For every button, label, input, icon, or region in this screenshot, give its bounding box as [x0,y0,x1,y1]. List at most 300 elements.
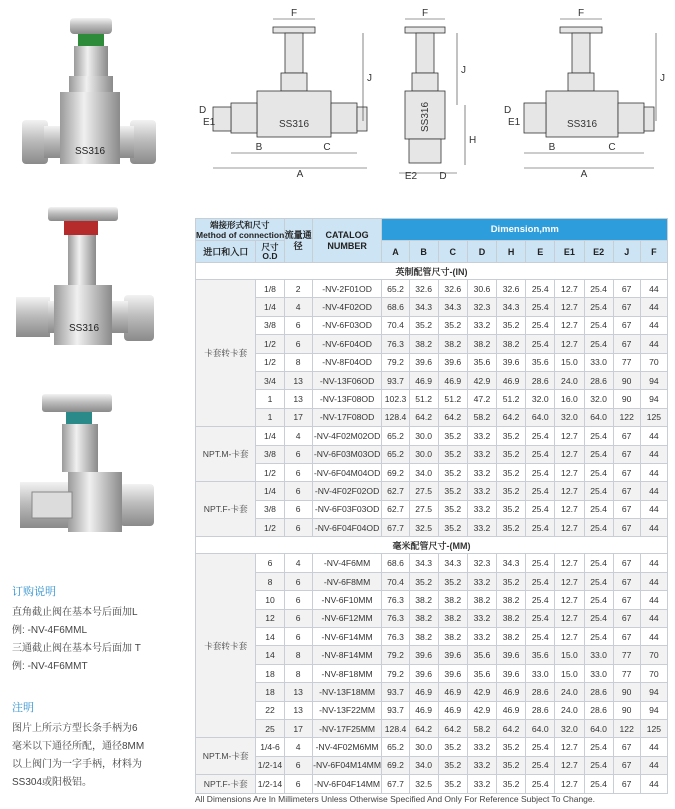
table-cell: -NV-6F03OD [312,316,382,334]
table-cell: 44 [640,482,667,500]
table-cell: 25.4 [584,756,613,774]
table-cell: 39.6 [409,646,438,664]
table-cell: 38.2 [409,609,438,627]
table-cell: 44 [640,609,667,627]
table-cell: 25.4 [526,482,555,500]
table-cell: 39.6 [497,353,526,371]
table-cell: 39.6 [409,664,438,682]
table-cell: -NV-6F04F04OD [312,519,382,537]
table-cell: -NV-13F08OD [312,390,382,408]
table-cell: 33.2 [467,628,496,646]
table-cell: 28.6 [526,371,555,389]
table-cell: -NV-2F01OD [312,280,382,298]
table-cell: 12.7 [555,298,584,316]
table-row [196,719,668,737]
table-cell: 90 [613,701,640,719]
table-cell: 35.2 [497,500,526,518]
table-cell: 25.4 [526,591,555,609]
table-cell: 69.2 [382,756,409,774]
table-cell: 8 [284,646,312,664]
table-cell: 25.4 [526,738,555,756]
table-row [196,572,668,590]
conn-header: 端接形式和尺寸 Method of connection [196,219,285,240]
table-cell: 122 [613,408,640,426]
table-cell: 38.2 [409,335,438,353]
table-cell: 35.2 [438,445,467,463]
table-cell: 70.4 [382,572,409,590]
table-cell: 25.4 [526,572,555,590]
table-cell: 70 [640,646,667,664]
table-cell: 34.3 [409,554,438,572]
table-cell: 25.4 [526,445,555,463]
table-cell: 12.7 [555,628,584,646]
remark-line: SS304或阳极铝。 [12,777,93,788]
table-cell: 35.2 [497,427,526,445]
table-cell: 67 [613,298,640,316]
remark-title: 注明 [12,702,34,714]
table-cell: 6 [284,335,312,353]
svg-text:A: A [296,169,304,180]
connection-type-cell: 卡套转卡套 [196,280,256,427]
table-cell: 30.0 [409,445,438,463]
table-cell: 34.3 [497,554,526,572]
table-cell: 25.4 [584,554,613,572]
table-cell: 32.5 [409,519,438,537]
table-cell: 67 [613,445,640,463]
table-cell: 34.3 [497,298,526,316]
table-cell: 32.0 [526,390,555,408]
table-cell: 46.9 [409,701,438,719]
table-cell: 44 [640,519,667,537]
table-cell: 6 [284,775,312,793]
table-cell: 1/2 [256,519,284,537]
table-cell: 4 [284,554,312,572]
table-cell: 25.4 [584,335,613,353]
svg-text:F: F [577,8,585,19]
connection-type-cell: 卡套转卡套 [196,554,256,738]
table-cell: 39.6 [438,664,467,682]
svg-text:J: J [461,65,466,76]
remark-line: 以上阀门为一字手柄，材料为 [12,759,142,770]
table-cell: 12.7 [555,445,584,463]
table-cell: 16.0 [555,390,584,408]
table-cell: 38.2 [438,628,467,646]
table-cell: 69.2 [382,463,409,481]
table-cell: 77 [613,646,640,664]
table-cell: 76.3 [382,628,409,646]
table-cell: 44 [640,554,667,572]
table-cell: 68.6 [382,298,409,316]
table-cell: 67.7 [382,775,409,793]
table-cell: 90 [613,371,640,389]
table-cell: -NV-4F02M6MM [312,738,382,756]
table-cell: 44 [640,445,667,463]
table-cell: 25.4 [584,316,613,334]
table-cell: 33.0 [526,664,555,682]
table-row [196,683,668,701]
footer-disclaimer: All Dimensions Are In Millimeters Unless Otherwise Specified And Only For Reference Subject To Change. [195,794,595,804]
table-cell: 25.4 [584,280,613,298]
table-cell: 6 [284,591,312,609]
table-cell: 15.0 [555,353,584,371]
table-cell: -NV-13F18MM [312,683,382,701]
table-cell: 12.7 [555,427,584,445]
table-row [196,371,668,389]
table-cell: 4 [284,298,312,316]
table-cell: 67 [613,572,640,590]
table-cell: 51.2 [438,390,467,408]
table-cell: 33.2 [467,519,496,537]
table-cell: 28.6 [584,371,613,389]
svg-text:E2: E2 [404,171,418,182]
table-cell: 34.3 [438,298,467,316]
table-cell: 2 [284,280,312,298]
table-cell: 12.7 [555,554,584,572]
dimension-header: Dimension,mm [382,219,668,241]
order-note-line: 例: -NV-4F6MMT [12,661,88,672]
table-row [196,280,668,298]
table-cell: 17 [284,408,312,426]
table-cell: 12 [256,609,284,627]
table-cell: 30.0 [409,427,438,445]
table-cell: 93.7 [382,683,409,701]
table-cell: 13 [284,371,312,389]
table-cell: 79.2 [382,646,409,664]
section-title: 毫米配管尺寸-(MM) [196,537,668,554]
table-cell: 33.0 [584,353,613,371]
svg-text:E1: E1 [508,117,521,128]
table-cell: 42.9 [467,701,496,719]
table-row [196,738,668,756]
table-cell: 65.2 [382,427,409,445]
table-cell: 64.0 [584,719,613,737]
table-cell: 17 [284,719,312,737]
table-cell: 14 [256,628,284,646]
table-row [196,316,668,334]
table-cell: 12.7 [555,316,584,334]
dimension-table [195,218,668,794]
table-cell: 35.2 [438,519,467,537]
table-row [196,463,668,481]
table-cell: 12.7 [555,463,584,481]
table-cell: 67 [613,628,640,646]
table-cell: 64.2 [409,408,438,426]
table-cell: -NV-6F10MM [312,591,382,609]
inlet-header: 进口和入口 [196,241,256,263]
table-row [196,500,668,518]
table-cell: 42.9 [467,683,496,701]
table-cell: 30.6 [467,280,496,298]
table-cell: 38.2 [409,628,438,646]
table-cell: 32.6 [438,280,467,298]
table-cell: 67 [613,609,640,627]
table-cell: -NV-8F14MM [312,646,382,664]
table-cell: 33.0 [584,646,613,664]
size-header: 尺寸 O.D [256,241,284,263]
table-cell: -NV-6F03M03OD [312,445,382,463]
svg-text:J: J [367,73,372,84]
section-title: 英制配管尺寸-(IN) [196,263,668,280]
table-cell: 67 [613,519,640,537]
table-cell: 25.4 [526,628,555,646]
table-cell: 32.3 [467,298,496,316]
table-cell: 44 [640,298,667,316]
table-cell: 33.0 [584,664,613,682]
table-cell: 15.0 [555,646,584,664]
table-cell: -NV-6F14MM [312,628,382,646]
table-row [196,408,668,426]
table-cell: 12.7 [555,500,584,518]
table-cell: 67 [613,554,640,572]
table-cell: -NV-4F02F02OD [312,482,382,500]
table-cell: 35.6 [467,353,496,371]
col-A: A [382,241,409,263]
table-cell: 64.0 [526,408,555,426]
drawing-straight [195,5,370,180]
table-cell: 13 [284,701,312,719]
table-cell: 6 [284,445,312,463]
table-cell: 67 [613,280,640,298]
table-cell: 12.7 [555,519,584,537]
table-cell: 32.6 [409,280,438,298]
table-cell: 33.2 [467,500,496,518]
svg-text:D: D [439,171,447,182]
table-cell: 44 [640,316,667,334]
table-cell: 35.2 [438,482,467,500]
svg-text:SS316: SS316 [566,119,598,130]
table-cell: 15.0 [555,664,584,682]
table-cell: 128.4 [382,408,409,426]
table-row [196,756,668,774]
table-row [196,427,668,445]
table-row [196,775,668,793]
table-cell: 35.2 [497,445,526,463]
table-cell: 67 [613,775,640,793]
table-cell: 3/8 [256,316,284,334]
table-cell: 28.6 [526,701,555,719]
table-cell: 39.6 [409,353,438,371]
table-cell: 128.4 [382,719,409,737]
table-cell: 44 [640,775,667,793]
table-cell: -NV-8F04OD [312,353,382,371]
table-row [196,445,668,463]
table-cell: 70 [640,353,667,371]
table-cell: -NV-6F04F14MM [312,775,382,793]
table-cell: 6 [284,500,312,518]
table-cell: 90 [613,683,640,701]
table-cell: 25 [256,719,284,737]
table-cell: -NV-17F25MM [312,719,382,737]
col-E1: E1 [555,241,584,263]
table-cell: 8 [284,664,312,682]
table-cell: 1/2-14 [256,775,284,793]
table-cell: 94 [640,390,667,408]
table-cell: 67 [613,482,640,500]
col-E2: E2 [584,241,613,263]
table-cell: 18 [256,664,284,682]
svg-text:A: A [580,169,588,180]
table-cell: 25.4 [584,738,613,756]
valve-photo-npt-female [12,392,162,542]
table-cell: 67 [613,463,640,481]
table-cell: 25.4 [526,280,555,298]
table-cell: 6 [256,554,284,572]
table-cell: 35.2 [438,738,467,756]
table-cell: 35.2 [497,572,526,590]
table-cell: 94 [640,701,667,719]
table-cell: 4 [284,427,312,445]
catalog-header: CATALOG NUMBER [312,219,382,263]
table-cell: 76.3 [382,591,409,609]
table-cell: 35.2 [497,482,526,500]
table-cell: 12.7 [555,572,584,590]
table-cell: 24.0 [555,701,584,719]
table-cell: 32.0 [584,390,613,408]
table-cell: 35.2 [438,775,467,793]
table-cell: 32.0 [555,408,584,426]
table-cell: -NV-4F6MM [312,554,382,572]
table-cell: 12.7 [555,591,584,609]
connection-type-cell: NPT.F-卡套 [196,775,256,793]
table-cell: 32.5 [409,775,438,793]
table-cell: 6 [284,572,312,590]
svg-text:H: H [469,135,477,146]
order-notes-title: 订购说明 [12,586,56,598]
table-cell: 46.9 [438,701,467,719]
table-cell: 65.2 [382,738,409,756]
table-cell: 44 [640,591,667,609]
table-cell: 35.2 [438,572,467,590]
table-cell: 94 [640,371,667,389]
table-cell: -NV-13F22MM [312,701,382,719]
table-cell: -NV-4F02OD [312,298,382,316]
table-cell: 1/8 [256,280,284,298]
table-cell: 33.2 [467,756,496,774]
table-cell: 38.2 [497,591,526,609]
table-cell: 3/8 [256,445,284,463]
table-cell: 62.7 [382,482,409,500]
table-cell: 10 [256,591,284,609]
table-cell: 64.0 [584,408,613,426]
svg-text:SS316: SS316 [420,101,431,133]
table-cell: 33.2 [467,316,496,334]
table-cell: 12.7 [555,280,584,298]
table-cell: 125 [640,408,667,426]
table-cell: 58.2 [467,719,496,737]
table-cell: 12.7 [555,482,584,500]
table-cell: 12.7 [555,756,584,774]
table-cell: 64.0 [526,719,555,737]
table-cell: 67 [613,335,640,353]
table-row [196,482,668,500]
table-cell: 42.9 [467,371,496,389]
table-cell: 122 [613,719,640,737]
table-cell: 64.2 [497,408,526,426]
table-cell: 25.4 [584,445,613,463]
table-cell: 67 [613,738,640,756]
table-cell: 14 [256,646,284,664]
col-F: F [640,241,667,263]
table-row [196,701,668,719]
table-cell: 35.2 [409,572,438,590]
table-row [196,335,668,353]
table-cell: 39.6 [438,353,467,371]
table-cell: 6 [284,463,312,481]
connection-type-cell: NPT.M-卡套 [196,738,256,775]
table-cell: 25.4 [584,463,613,481]
table-cell: 18 [256,683,284,701]
table-cell: -NV-6F04M14MM [312,756,382,774]
col-C: C [438,241,467,263]
table-cell: 44 [640,280,667,298]
table-cell: 4 [284,738,312,756]
table-cell: 51.2 [497,390,526,408]
table-cell: 34.3 [438,554,467,572]
table-cell: 33.2 [467,775,496,793]
table-cell: 38.2 [409,591,438,609]
table-cell: -NV-6F04M04OD [312,463,382,481]
table-cell: 64.2 [497,719,526,737]
svg-text:B: B [548,142,556,153]
table-cell: 25.4 [584,628,613,646]
table-cell: 25.4 [526,609,555,627]
table-cell: 44 [640,500,667,518]
order-note-line: 例: -NV-4F6MML [12,625,88,636]
table-row [196,390,668,408]
table-cell: 1/4 [256,482,284,500]
connection-type-cell: NPT.F-卡套 [196,482,256,537]
photo-label: SS316 [74,146,106,157]
order-note-line: 直角截止阀在基本号后面加L [12,607,138,618]
table-cell: 24.0 [555,371,584,389]
table-cell: 1 [256,390,284,408]
table-row [196,591,668,609]
table-cell: 102.3 [382,390,409,408]
table-cell: 46.9 [409,683,438,701]
table-cell: 25.4 [526,463,555,481]
table-cell: 39.6 [438,646,467,664]
table-cell: 51.2 [409,390,438,408]
table-cell: 62.7 [382,500,409,518]
table-cell: 38.2 [497,609,526,627]
svg-text:F: F [290,8,298,19]
table-cell: -NV-6F03F03OD [312,500,382,518]
table-cell: 44 [640,756,667,774]
table-cell: 38.2 [467,335,496,353]
table-cell: 44 [640,427,667,445]
table-cell: 12.7 [555,335,584,353]
table-cell: 35.2 [409,316,438,334]
table-cell: 76.3 [382,335,409,353]
col-B: B [409,241,438,263]
table-cell: 35.6 [467,664,496,682]
svg-text:C: C [323,142,331,153]
table-cell: 39.6 [497,664,526,682]
table-cell: 34.0 [409,463,438,481]
svg-text:SS316: SS316 [278,119,310,130]
table-cell: 12.7 [555,609,584,627]
table-cell: 32.3 [467,554,496,572]
table-cell: 35.6 [467,646,496,664]
table-cell: 35.2 [497,463,526,481]
table-cell: 38.2 [438,609,467,627]
table-cell: 38.2 [438,335,467,353]
table-cell: 47.2 [467,390,496,408]
table-cell: 90 [613,390,640,408]
table-cell: 25.4 [526,519,555,537]
table-cell: 6 [284,628,312,646]
table-cell: 35.2 [497,756,526,774]
